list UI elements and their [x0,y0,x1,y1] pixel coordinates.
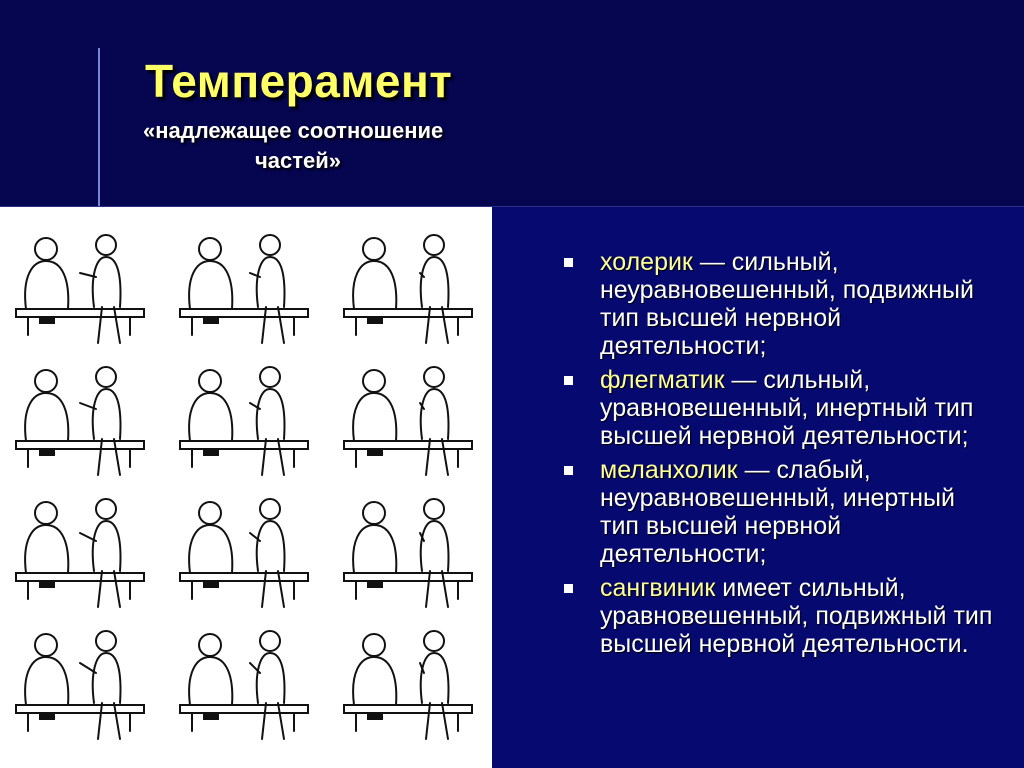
desc-phlegmatic: — сильный, уравновешенный, инертный тип высшей нервной деятельности; [600,366,974,450]
subtitle-line-2: частей» [255,148,342,173]
header-divider [98,48,100,206]
bench-scene [344,499,472,607]
slide-title: Темперамент [145,55,453,107]
bench-scene [344,235,472,343]
term-choleric: холерик [600,248,693,276]
term-melancholic: меланхолик [600,456,738,484]
subtitle-line-1: «надлежащее соотношение [143,118,444,143]
bench-scene [16,499,144,607]
bench-scene [180,367,308,475]
bullet-icon [564,258,573,267]
bench-scene [180,499,308,607]
bench-scene [344,631,472,739]
desc-choleric: — сильный, неуравновешенный, подвижный тип высшей нервной деятельности; [600,248,974,360]
list-item-melancholic [560,456,1000,568]
bullet-icon [564,466,573,475]
bullet-icon [564,584,573,593]
bench-scene [180,631,308,739]
list-item-phlegmatic [560,366,1000,450]
list-item-sanguine [560,574,1000,658]
temperament-list [560,248,1000,664]
cartoon-people-icon [0,207,492,768]
slide-subtitle [143,116,563,176]
bench-scene [344,367,472,475]
bench-scene [180,235,308,343]
bullet-icon [564,376,573,385]
bench-scene [16,631,144,739]
bench-scene [16,367,144,475]
term-sanguine: сангвиник [600,574,716,602]
term-phlegmatic: флегматик [600,366,725,394]
list-item-choleric [560,248,1000,360]
temperament-cartoon-image [0,207,492,768]
desc-melancholic: — слабый, неуравновешенный, инертный тип высшей нервной деятельности; [600,456,955,568]
desc-sanguine: имеет сильный, уравновешенный, подвижный тип высшей нервной деятельности. [600,574,993,658]
bench-scene [16,235,144,343]
